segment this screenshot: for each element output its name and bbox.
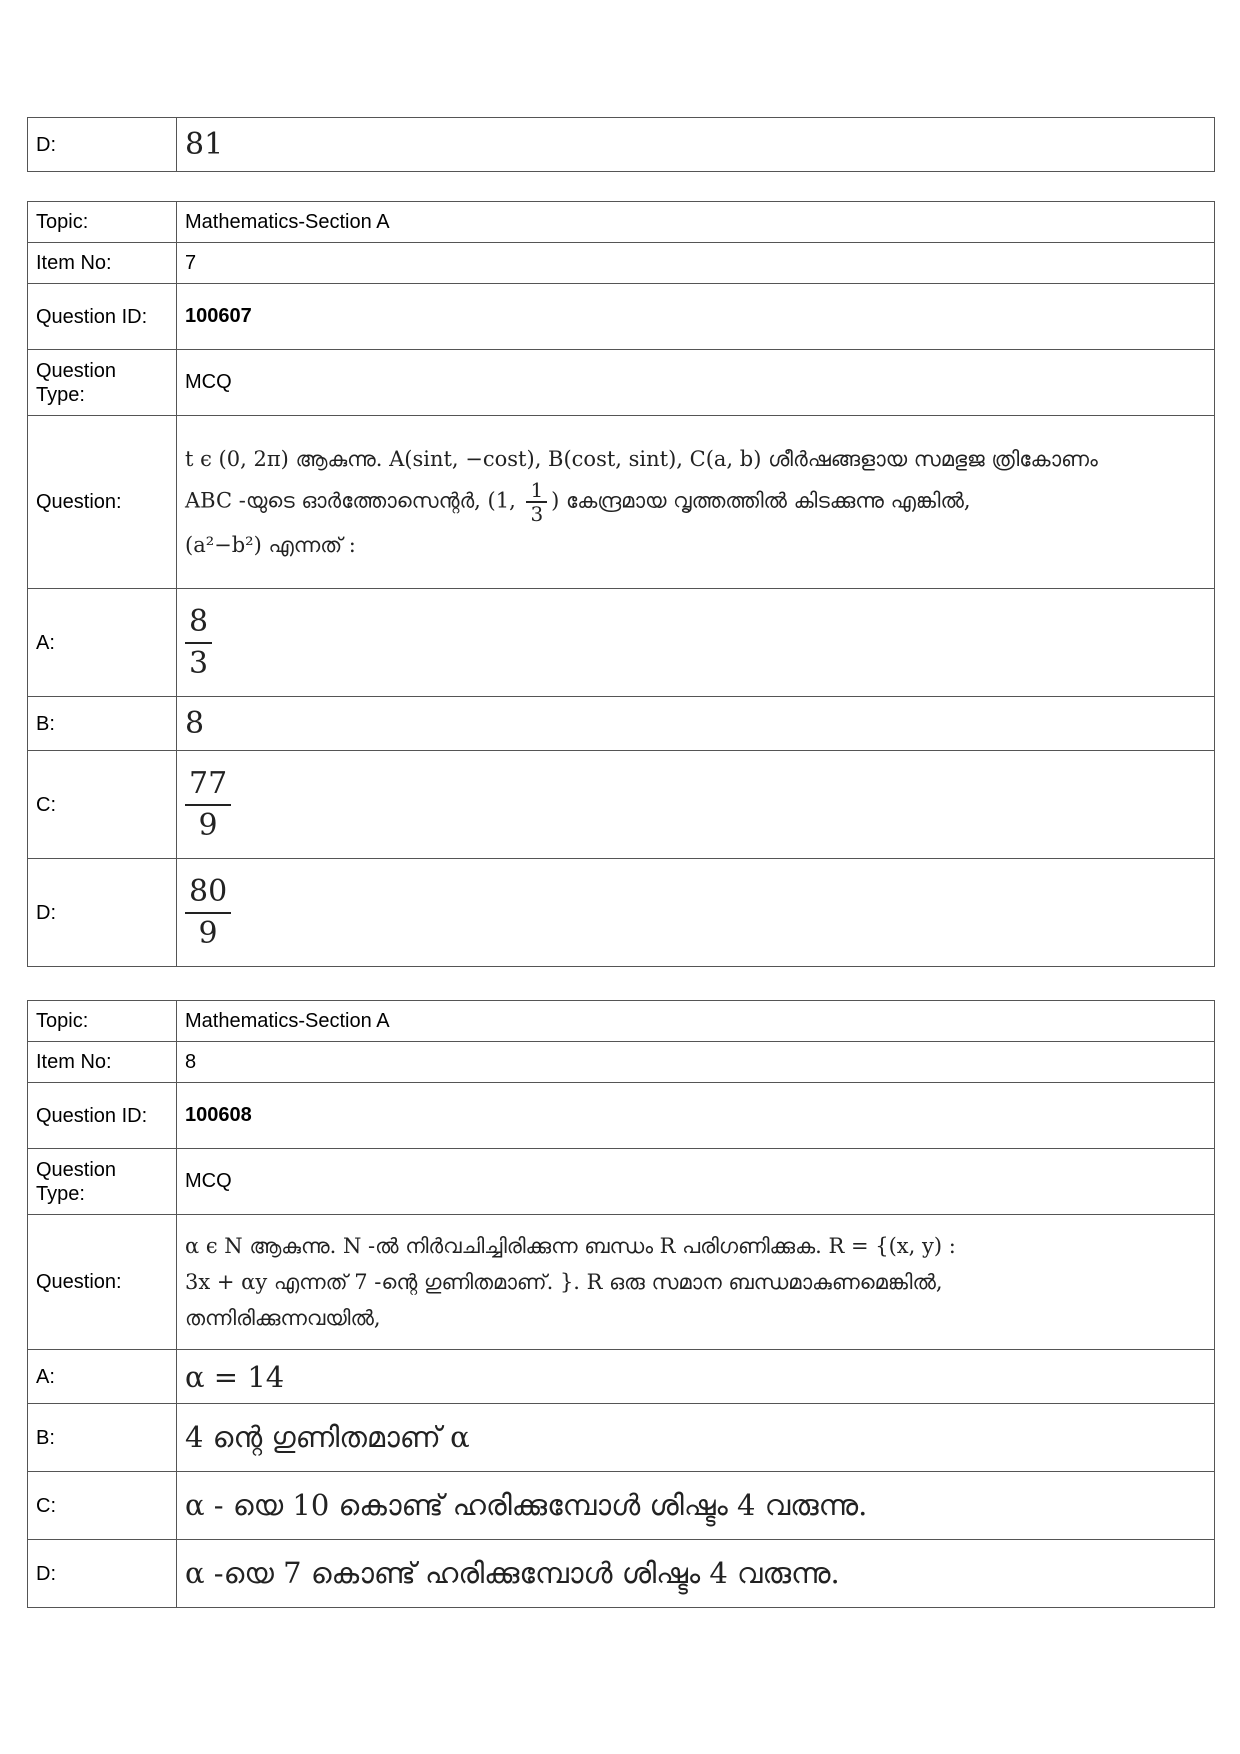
option-c-label: C: [28, 1472, 177, 1540]
item-no-label: Item No: [28, 1042, 177, 1083]
question-id-value: 100607 [177, 284, 1215, 350]
option-b-label: B: [28, 1404, 177, 1472]
option-d-label: D: [28, 1540, 177, 1608]
question-label: Question: [28, 1215, 177, 1350]
option-c-value [177, 751, 1215, 859]
fraction-numerator: 1 [526, 479, 547, 503]
question-line-2-part-b: ) കേന്ദ്രമായ വൃത്തത്തിൽ കിടക്കുന്നു എങ്കിൽ, [551, 488, 971, 513]
option-d-value [177, 859, 1215, 967]
item-no-value: 8 [177, 1042, 1215, 1083]
question-id-value: 100608 [177, 1083, 1215, 1149]
item-no-value: 7 [177, 243, 1215, 284]
option-a-value: α = 14 [177, 1350, 1215, 1404]
option-d-value: α -യെ 7 കൊണ്ട് ഹരിക്കുമ്പോൾ ശിഷ്ടം 4 വരുന്നു. [177, 1540, 1215, 1608]
question-text [177, 1215, 1215, 1350]
option-a-value [177, 589, 1215, 697]
fraction-denominator: 9 [198, 807, 218, 843]
item-no-label: Item No: [28, 243, 177, 284]
question-line-1: t ϵ (0, 2π) ആകുന്നു. A(sint, −cost), B(cost, sint), C(a, b) ശീർഷങ്ങളായ സമഭുജ ത്രികോണം [185, 447, 1098, 471]
topic-label: Topic: [28, 202, 177, 243]
option-a-label: A: [28, 1350, 177, 1404]
option-b-value: 4 ന്റെ ഗുണിതമാണ് α [177, 1404, 1215, 1472]
question-line-3: (a²−b²) എന്നത് : [185, 533, 356, 557]
question-line-2 [185, 479, 1206, 525]
option-c-value: α - യെ 10 കൊണ്ട് ഹരിക്കുമ്പോൾ ശിഷ്ടം 4 വരുന്നു. [177, 1472, 1215, 1540]
prev-question-table [27, 117, 1215, 172]
question-line-2-part-a: ABC -യുടെ ഓർത്തോസെന്റർ, (1, [185, 488, 523, 513]
question-type-value: MCQ [177, 1149, 1215, 1215]
fraction [185, 764, 231, 846]
question-table-8 [27, 1000, 1215, 1608]
fraction-denominator: 9 [198, 915, 218, 951]
fraction-denominator: 3 [189, 645, 209, 681]
option-c-label: C: [28, 751, 177, 859]
option-b-label: B: [28, 697, 177, 751]
question-line-3: തന്നിരിക്കുന്നവയിൽ, [185, 1306, 381, 1330]
option-d-label: D: [28, 859, 177, 967]
question-type-label: Question Type: [28, 350, 177, 416]
question-type-label: Question Type: [28, 1149, 177, 1215]
option-b-value: 8 [177, 697, 1215, 751]
question-line-1: α ϵ N ആകുന്നു. N -ൽ നിർവചിച്ചിരിക്കുന്ന ബന്ധം R പരിഗണിക്കുക. R = {(x, y) : [185, 1234, 956, 1258]
option-value: 81 [177, 118, 1215, 172]
option-a-label: A: [28, 589, 177, 697]
topic-label: Topic: [28, 1001, 177, 1042]
question-line-2: 3x + αy എന്നത് 7 -ന്റെ ഗുണിതമാണ്. }. R ഒരു സമാന ബന്ധമാകുണമെങ്കിൽ, [185, 1270, 943, 1294]
topic-value: Mathematics-Section A [177, 1001, 1215, 1042]
question-id-label: Question ID: [28, 284, 177, 350]
topic-value: Mathematics-Section A [177, 202, 1215, 243]
fraction-numerator: 8 [185, 602, 212, 644]
fraction [185, 872, 231, 954]
question-label: Question: [28, 416, 177, 589]
question-text [177, 416, 1215, 589]
question-table-7 [27, 201, 1215, 967]
fraction-numerator: 80 [185, 872, 231, 914]
fraction [185, 602, 212, 684]
question-id-label: Question ID: [28, 1083, 177, 1149]
fraction-denominator: 3 [530, 502, 544, 526]
option-label: D: [28, 118, 177, 172]
fraction [526, 479, 547, 525]
question-type-value: MCQ [177, 350, 1215, 416]
fraction-numerator: 77 [185, 764, 231, 806]
